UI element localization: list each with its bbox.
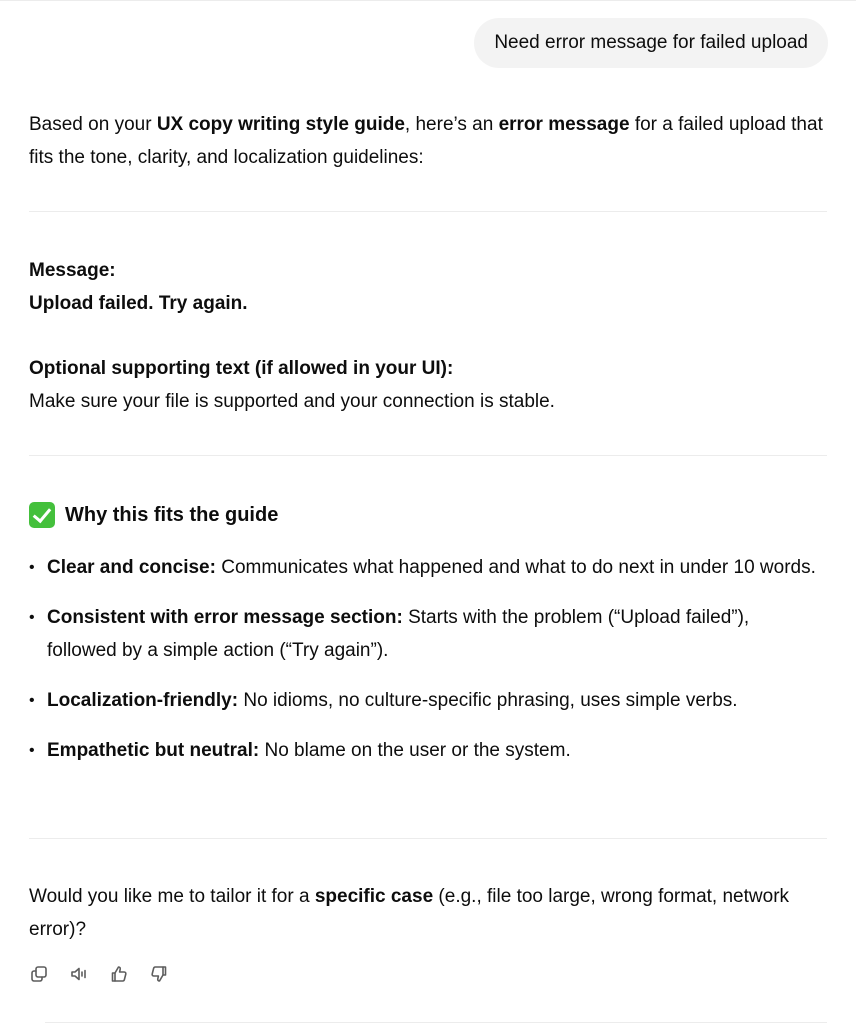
why-list xyxy=(29,551,819,784)
list-item xyxy=(29,601,819,667)
list-item xyxy=(29,551,819,584)
intro-bold-style-guide: UX copy writing style guide xyxy=(156,114,405,135)
message-text: Upload failed. Try again. xyxy=(29,293,248,314)
thumbs-down-button[interactable] xyxy=(148,962,170,986)
closing-text-1: Would you like me to tailor it for a xyxy=(29,886,315,907)
list-item-bold: Consistent with error message section: xyxy=(47,607,403,628)
list-item-bold: Clear and concise: xyxy=(47,557,216,578)
section-divider xyxy=(29,455,827,456)
read-aloud-button[interactable] xyxy=(68,962,90,986)
intro-text-3: for a failed upload that fits the tone, clarity, and localization guidelines: xyxy=(29,114,823,168)
list-item xyxy=(29,684,819,717)
closing-bold: specific case xyxy=(314,886,434,907)
thumbs-up-button[interactable] xyxy=(108,962,130,986)
bottom-divider xyxy=(45,1022,827,1023)
intro-bold-error-message: error message xyxy=(498,114,630,135)
list-item-text: Starts with the problem (“Upload failed”), followed by a simple action (“Try again”). xyxy=(47,607,750,661)
message-actions xyxy=(28,962,170,986)
section-divider xyxy=(29,211,827,212)
thumbs-down-icon xyxy=(149,964,169,984)
intro-paragraph xyxy=(29,108,829,174)
list-item-bold: Empathetic but neutral: xyxy=(47,740,260,761)
list-item-bold: Localization-friendly: xyxy=(47,690,239,711)
check-mark-button-icon xyxy=(29,502,55,528)
list-item-text: Communicates what happened and what to do next in under 10 words. xyxy=(215,557,816,578)
message-label: Message: xyxy=(29,260,116,281)
closing-text-2: (e.g., file too large, wrong format, network error)? xyxy=(29,886,790,940)
message-block xyxy=(29,254,829,320)
list-item-text: No blame on the user or the system. xyxy=(259,740,571,761)
copy-button[interactable] xyxy=(28,962,50,986)
intro-text-1: Based on your xyxy=(29,114,157,135)
why-heading xyxy=(29,499,278,531)
list-item xyxy=(29,734,819,767)
top-divider xyxy=(0,0,856,1)
supporting-text: Make sure your file is supported and your connection is stable. xyxy=(29,391,555,412)
intro-text-2: , here’s an xyxy=(404,114,499,135)
read-aloud-icon xyxy=(69,964,89,984)
user-message-bubble: Need error message for failed upload xyxy=(474,18,828,68)
copy-icon xyxy=(29,964,49,984)
supporting-block xyxy=(29,352,829,418)
closing-paragraph xyxy=(29,880,819,946)
supporting-label: Optional supporting text (if allowed in your UI): xyxy=(29,358,454,379)
section-divider xyxy=(29,838,827,839)
thumbs-up-icon xyxy=(109,964,129,984)
why-heading-text: Why this fits the guide xyxy=(65,504,279,526)
list-item-text: No idioms, no culture-specific phrasing, uses simple verbs. xyxy=(238,690,738,711)
